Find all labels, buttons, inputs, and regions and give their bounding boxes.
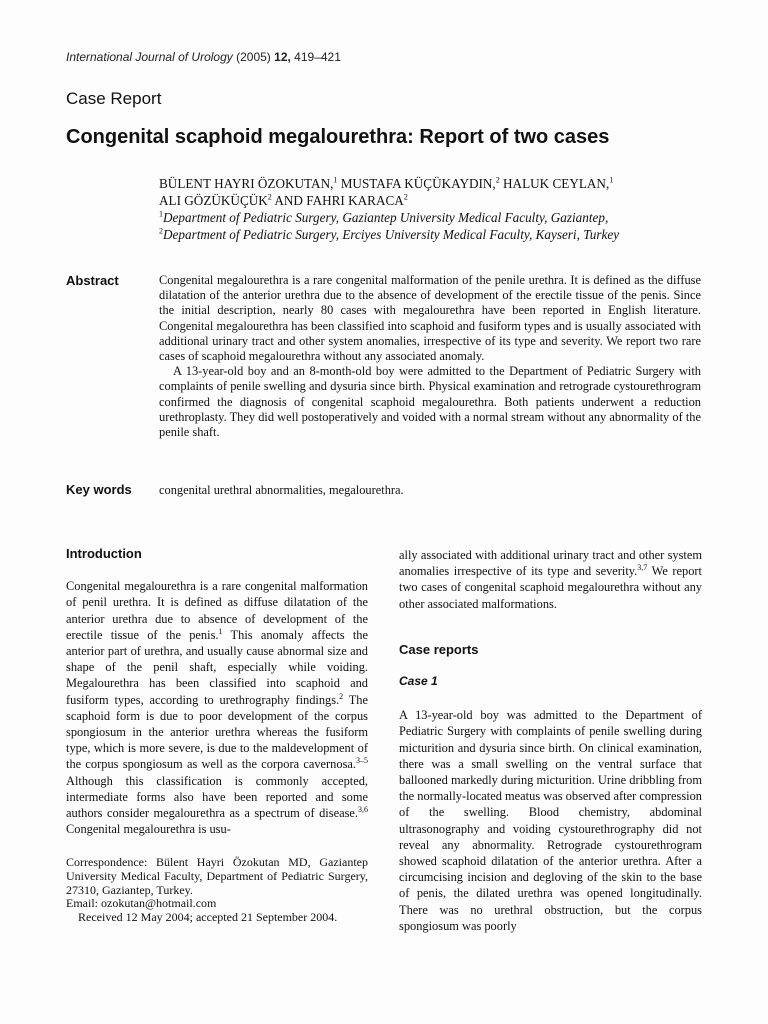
correspondence-footnote <box>66 856 368 925</box>
article-type: Case Report <box>66 89 162 108</box>
keywords-text: congenital urethral abnormalities, megalourethra. <box>159 483 404 497</box>
journal-pages: 419–421 <box>294 50 341 64</box>
citation-ref: 3,7 <box>637 563 648 573</box>
abstract-paragraph-2: A 13-year-old boy and an 8-month-old boy were admitted to the Department of Pediatric Surgery with complaints of penile swelling and dysuria since birth. Physical examination and retrograde cystourethrogram confirmed the diagnosis of congenital scaphoid megalourethra. Both patients underwent a reduction urethroplasty. They did well postoperatively and voided with a normal stream without any abnormality of the penile shaft. <box>159 364 701 440</box>
citation-ref: 3–5 <box>356 756 368 766</box>
author-line-2: ALI GÖZÜKÜÇÜK$^2$ AND FAHRI KARACA$^2$ <box>159 192 408 208</box>
keywords-label: Key words <box>66 482 132 497</box>
journal-volume: 12, <box>274 50 291 64</box>
affiliations <box>159 209 719 243</box>
citation-ref: 3,6 <box>358 804 368 814</box>
introduction-continuation: ally associated with additional urinary tract and other system anomalies irrespective of its type and severity.$^{3,7}$ We report two cases of congenital scaphoid megalourethra without any other associated malformations. <box>399 548 702 611</box>
citation-ref: 1 <box>218 626 223 636</box>
abstract-label: Abstract <box>66 273 119 288</box>
citation-ref: 2 <box>339 691 344 701</box>
journal-name: International Journal of Urology <box>66 50 233 64</box>
author-list <box>159 175 719 209</box>
abstract-paragraph-1: Congenital megalourethra is a rare congenital malformation of the penile urethra. It is defined as the diffuse dilatation of the anterior urethra due to the absence of development of the erectile tissue of the penis. Since the initial description, nearly 80 cases with megalourethra have been reported in English literature. Congenital megalourethra has been classified into scaphoid and fusiform types and is usually associated with additional urinary tract and other system anomalies, irrespective of its type and severity. We report two rare cases of scaphoid megalourethra without any associated anomaly. <box>159 273 701 364</box>
abstract-body <box>159 273 701 440</box>
article-title: Congenital scaphoid megalourethra: Report of two cases <box>66 126 610 148</box>
affiliation-2: $^2$Department of Pediatric Surgery, Erciyes University Medical Faculty, Kayseri, Turkey <box>159 226 620 242</box>
introduction-paragraph: Congenital megalourethra is a rare congenital malformation of penil urethra. It is defined as diffuse dilatation of the anterior urethra due to absence of development of the erectile tissue of the penis.$^1$ This anomaly affects the anterior part of urethra, and usually cause abnormal size and shape of the penil shaft, especially while voiding. Megalourethra has been classified into scaphoid and fusiform types, according to urethrography findings.$^2$ The scaphoid form is due to poor development of the corpus spongiosum in the anterior urethra whereas the fusiform type, which is more severe, is due to the maldevelopment of the corpus spongiosum as well as the corpora cavernosa.$^{3-5}$ Although this classification is commonly accepted, intermediate forms also have been reported and some authors consider megalourethra as a spectrum of disease.$^{3,6}$ Congenital megalourethra is usu- <box>66 579 369 837</box>
correspondence-address: Correspondence: Bülent Hayri Özokutan MD, Gaziantep University Medical Faculty, Department of Pediatric Surgery, 27310, Gaziantep, Turkey. <box>66 855 368 897</box>
correspondence-email: Email: ozokutan@hotmail.com <box>66 896 217 911</box>
introduction-heading: Introduction <box>66 546 142 561</box>
case-1-heading: Case 1 <box>399 674 438 689</box>
author-line-1: BÜLENT HAYRI ÖZOKUTAN,$^1$ MUSTAFA KÜÇÜKAYDIN,$^2$ HALUK CEYLAN,$^1$ <box>159 175 614 191</box>
left-column <box>66 546 368 837</box>
affiliation-1: $^1$Department of Pediatric Surgery, Gaziantep University Medical Faculty, Gaziantep, <box>159 209 609 225</box>
journal-citation <box>66 50 341 64</box>
case-reports-heading: Case reports <box>399 641 479 657</box>
journal-year: (2005) <box>236 50 271 64</box>
received-dates: Received 12 May 2004; accepted 21 September 2004. <box>78 910 338 925</box>
case-1-paragraph: A 13-year-old boy was admitted to the Department of Pediatric Surgery with complaints of penile swelling during micturition and dysuria since birth. On clinical examination, there was a small swelling on the ventral surface that ballooned markedly during micturition. Urine dribbling from the normally-located meatus was observed after compression of the swelling. Blood chemistry, abdominal ultrasonography and voiding cystourethrography did not reveal any abnormality. Retrograde cystourethrogram showed scaphoid dilatation of the anterior urethra. After a circumcising incision and degloving of the skin to the base of penis, the dilated urethra was opened longitudinally. There was no urethral obstruction, but the corpus spongiosum was poorly <box>399 708 702 933</box>
right-column <box>399 547 702 934</box>
